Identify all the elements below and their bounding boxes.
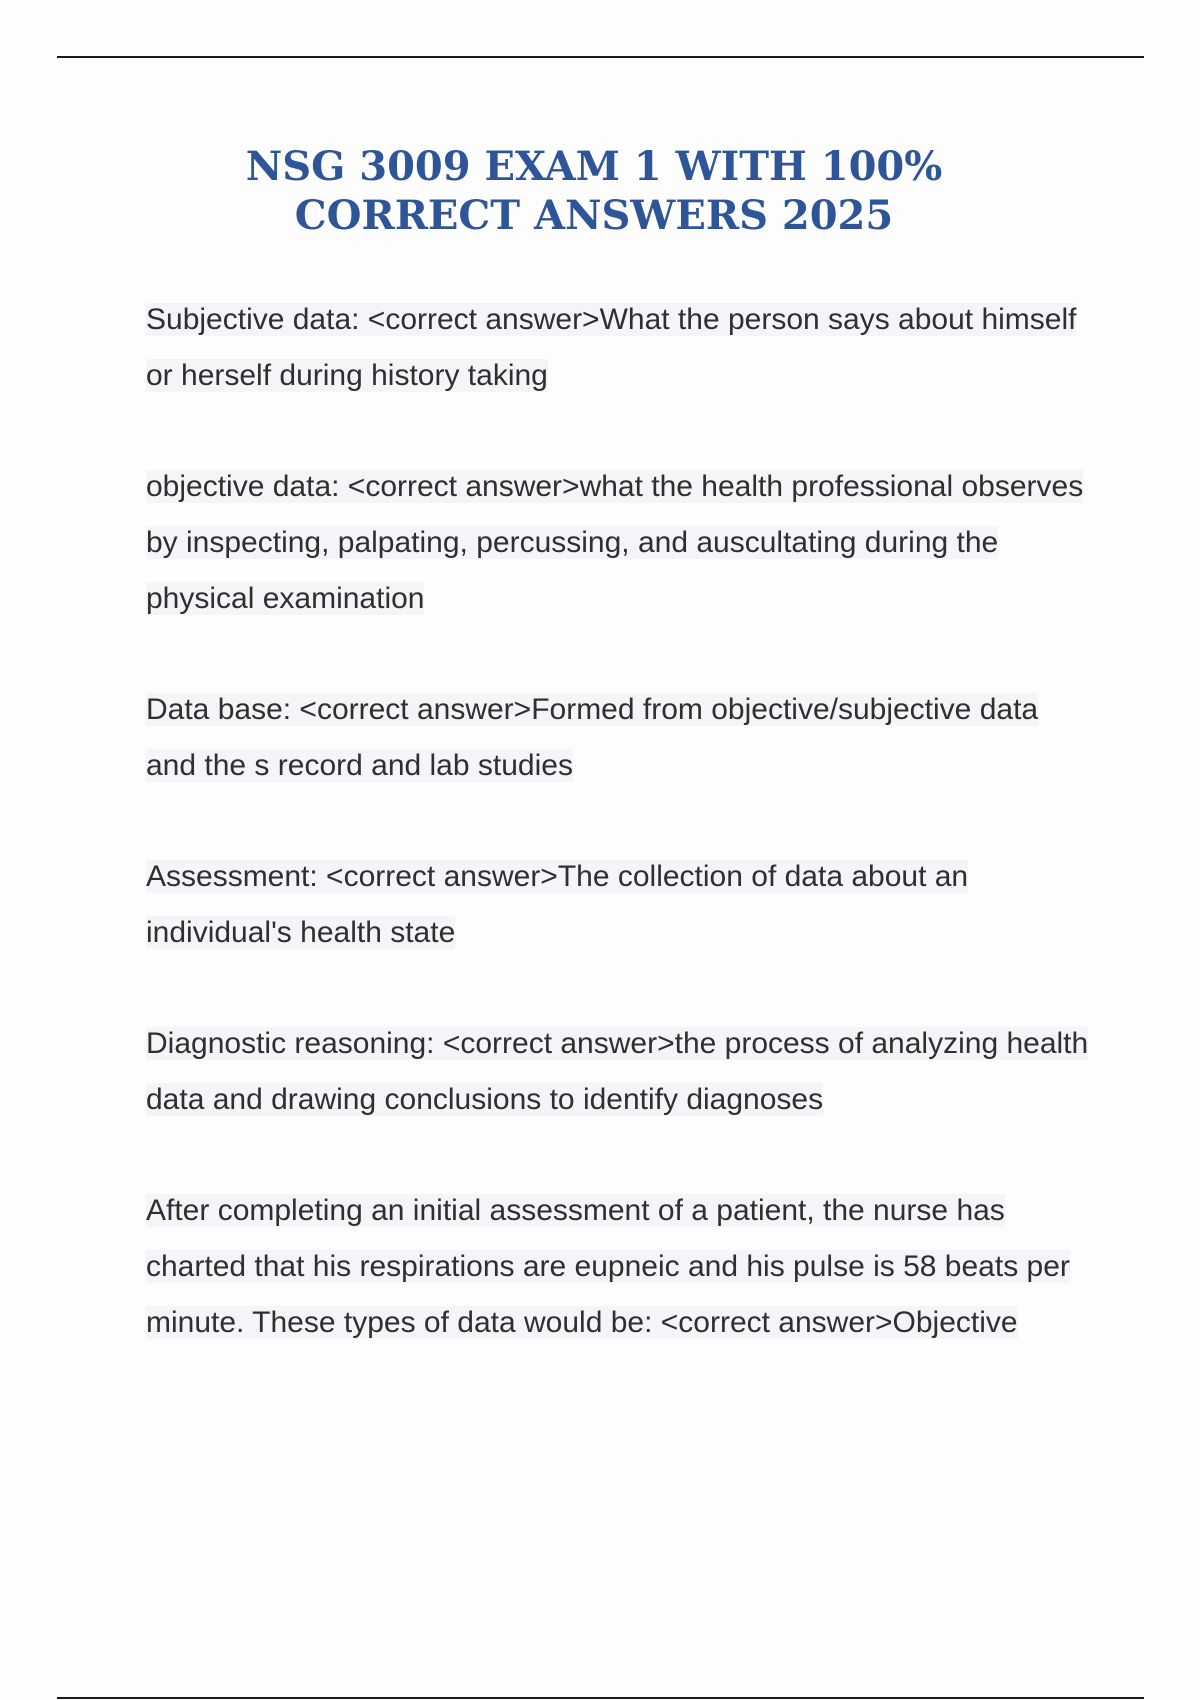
qa-entry-initial-assessment-question: [146, 1183, 1096, 1351]
qa-entry-text: After completing an initial assessment of a patient, the nurse has charted that his respirations are eupneic and his pulse is 58 beats per minute. These types of data would be: <correct answer>Objective: [146, 1194, 1070, 1339]
qa-entry-objective-data: [146, 459, 1096, 627]
qa-entry-text: Assessment: <correct answer>The collection of data about an individual's health state: [146, 860, 969, 949]
title-line-2: CORRECT ANSWERS 2025: [294, 192, 894, 239]
header-rule: [57, 56, 1144, 58]
footer-rule: [57, 1697, 1144, 1699]
title-line-1: NSG 3009 EXAM 1 WITH 100%: [245, 143, 943, 190]
qa-entry-text: objective data: <correct answer>what the health professional observes by inspecting, palpating, percussing, and auscultating during the physical examination: [146, 470, 1084, 615]
qa-entry-subjective-data: [146, 292, 1096, 404]
qa-entry-assessment: [146, 849, 1096, 961]
qa-entry-text: Diagnostic reasoning: <correct answer>the process of analyzing health data and drawing conclusions to identify diagnoses: [146, 1027, 1089, 1116]
qa-entry-diagnostic-reasoning: [146, 1016, 1096, 1128]
qa-entry-text: Data base: <correct answer>Formed from objective/subjective data and the s record and lab studies: [146, 693, 1039, 782]
qa-entry-text: Subjective data: <correct answer>What the person says about himself or herself during history taking: [146, 303, 1077, 392]
document-title: [0, 142, 1188, 240]
qa-entry-data-base: [146, 682, 1096, 794]
qa-entry-list: [146, 292, 1096, 1406]
